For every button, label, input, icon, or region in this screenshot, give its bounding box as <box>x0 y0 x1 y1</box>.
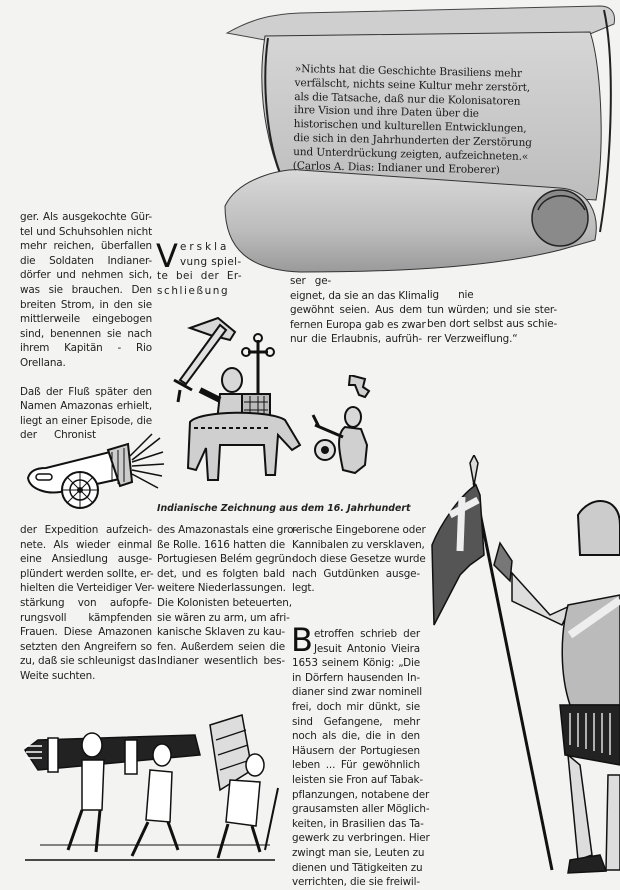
text-line: Die Kolonisten beteuerten, <box>157 596 292 609</box>
text-line: Kannibalen zu versklaven, <box>292 538 425 551</box>
text-line: leisten sie Fron auf Tabak- <box>292 773 424 786</box>
text-line: plündert werden sollte, er- <box>20 567 154 580</box>
quote-line: verfälscht, nichts seine Kultur mehr zerstört, <box>294 76 531 94</box>
text-line: fen. Außerdem seien die <box>157 640 285 653</box>
text-line: tel und Schuhsohlen nicht <box>20 225 152 238</box>
quote-line: historischen und kulturellen Entwicklungen, <box>293 118 527 136</box>
quote-line: »Nichts hat die Geschichte Brasiliens mehr <box>294 63 523 80</box>
text-line: ihrem Kapitän - Rio <box>20 342 152 355</box>
text-line: was sie brauchen. Den <box>20 283 152 296</box>
text-line: eine Ansiedlung ausge- <box>20 553 152 566</box>
text-line: Jesuit Antonio Vieira <box>314 642 420 655</box>
soldier-banner-illustration <box>420 455 620 875</box>
text-line: weitere Niederlassungen. <box>157 582 286 595</box>
text-line: des Amazonastals eine gro- <box>157 524 298 536</box>
text-line: rer Verzweiflung.“ <box>427 332 518 345</box>
text-line: hielten die Verteidiger Ver- <box>20 582 155 595</box>
figure-caption: Indianische Zeichnung aus dem 16. Jahrhundert <box>157 503 411 514</box>
text-line: det, und es folgten bald <box>157 567 285 580</box>
text-line: sie wären zu arm, um afri- <box>157 611 290 624</box>
quote-attribution: (Carlos A. Dias: Indianer und Eroberer) <box>292 159 500 176</box>
text-line: der Chronist <box>20 429 96 442</box>
text-line: nete. Als wieder einmal <box>20 538 152 551</box>
cannon-illustration <box>20 430 165 515</box>
text-line: Portugiesen Belém gegrün- <box>157 553 296 566</box>
text-line: breiten Strom, in den sie <box>20 298 152 311</box>
text-line: te bei der Er- <box>157 270 243 283</box>
text-line: eignet, da sie an das Klima <box>290 289 427 302</box>
column-1-bottom <box>20 523 157 684</box>
text-line: grausamsten aller Möglich- <box>292 803 430 816</box>
text-line: schließung <box>157 284 230 297</box>
text-line: Orellana. <box>20 356 66 369</box>
column-3-paragraph-2 <box>291 621 430 890</box>
quote-line: und Unterdrückung zeigten, aufzeichneten.« <box>293 145 529 163</box>
column-2-top <box>156 237 275 298</box>
text-line: die Soldaten Indianer- <box>20 254 152 267</box>
text-line: keiten, in Brasilien das Ta- <box>292 817 424 830</box>
text-line: doch diese Gesetze wurde <box>292 553 426 566</box>
text-line: Häusern der Portugiesen <box>292 744 420 757</box>
drop-cap-b: B <box>291 621 313 659</box>
column-1-top <box>20 210 152 443</box>
text-line: Weite suchten. <box>20 669 96 682</box>
text-line: noch als die, die in den <box>292 730 420 743</box>
text-line: nach Gutdünken ausge- <box>292 567 420 580</box>
porters-illustration <box>20 700 280 870</box>
scroll-quote <box>293 63 595 180</box>
text-line: dörfer und nehmen sich, <box>20 269 152 282</box>
column-2-bottom <box>157 523 298 669</box>
rider-illustration <box>160 310 310 490</box>
text-line: frei, doch mir dünkt, sie <box>292 700 420 713</box>
text-line: Frauen. Diese Amazonen <box>20 626 152 639</box>
text-line: ße Rolle. 1616 hatten die <box>157 538 285 551</box>
text-line: stärkung von aufopfe- <box>20 596 152 609</box>
text-line: sind, benennen sie nach <box>20 327 152 340</box>
text-line: dienen und Tätigkeiten zu <box>292 861 423 874</box>
text-line: zu, daß sie schleunigst das <box>20 655 157 668</box>
text-line: liegt an einer Episode, die <box>20 414 152 427</box>
text-line: Daß der Fluß später den <box>20 385 152 398</box>
text-line: in Dörfern hausenden In- <box>292 671 420 684</box>
text-line: ben dort selbst aus schie- <box>427 318 558 331</box>
text-line: nur die Erlaubnis, aufrüh- <box>290 333 422 346</box>
text-line: 1653 seinem König: „Die <box>292 657 420 670</box>
text-line: der Expedition aufzeich- <box>20 524 152 536</box>
text-line: leben ... Für gewöhnlich <box>292 759 420 772</box>
text-line: ser ge- <box>290 275 332 287</box>
text-line: fernen Europa gab es zwar <box>290 318 426 331</box>
text-line: dianer sind zwar nominell <box>292 686 423 699</box>
text-line: Indianer wesentlich bes- <box>157 655 285 668</box>
text-line: legt. <box>292 582 315 595</box>
quote-line: ihre Vision und ihre Daten über die <box>293 104 479 121</box>
text-line: setzten den Angreifern so <box>20 640 152 653</box>
column-3-bottom <box>292 523 426 596</box>
column-4-top <box>427 288 557 346</box>
text-line: mehr reichen, überfallen <box>20 240 152 253</box>
quote-line: die sich in den Jahrhunderten der Zerstörung <box>293 131 532 149</box>
text-line: verrichten, die sie freiwil- <box>292 876 420 889</box>
text-line: mittlerweile eingebogen <box>20 313 152 326</box>
quote-line: als die Tatsache, daß nur die Kolonisatoren <box>294 90 521 108</box>
text-line: Namen Amazonas erhielt, <box>20 400 152 413</box>
text-line: gewöhnt seien. Aus dem <box>290 304 422 317</box>
text-line: pflanzungen, notabene der <box>292 788 430 801</box>
text-line: rungsvoll kämpfenden <box>20 611 152 624</box>
text-line: zwingt man sie, Leuten zu <box>292 846 425 859</box>
text-line: gewerk zu verbringen. Hier <box>292 832 430 845</box>
text-line: ger. Als ausgekochte Gür- <box>20 211 152 223</box>
text-line: sind Gefangene, mehr <box>292 715 420 728</box>
text-line: tun würden; und sie ster- <box>427 303 557 316</box>
text-line: rerische Eingeborene oder <box>292 524 426 536</box>
drop-cap-v: V <box>156 237 178 275</box>
text-line: vung spiel- <box>180 255 242 268</box>
indian-figure-illustration <box>305 375 385 485</box>
text-line: lig nie <box>427 289 474 301</box>
text-line: kanische Sklaven zu kau- <box>157 626 285 639</box>
text-line: etroffen schrieb der <box>314 628 420 640</box>
text-line: erskla <box>180 241 230 253</box>
